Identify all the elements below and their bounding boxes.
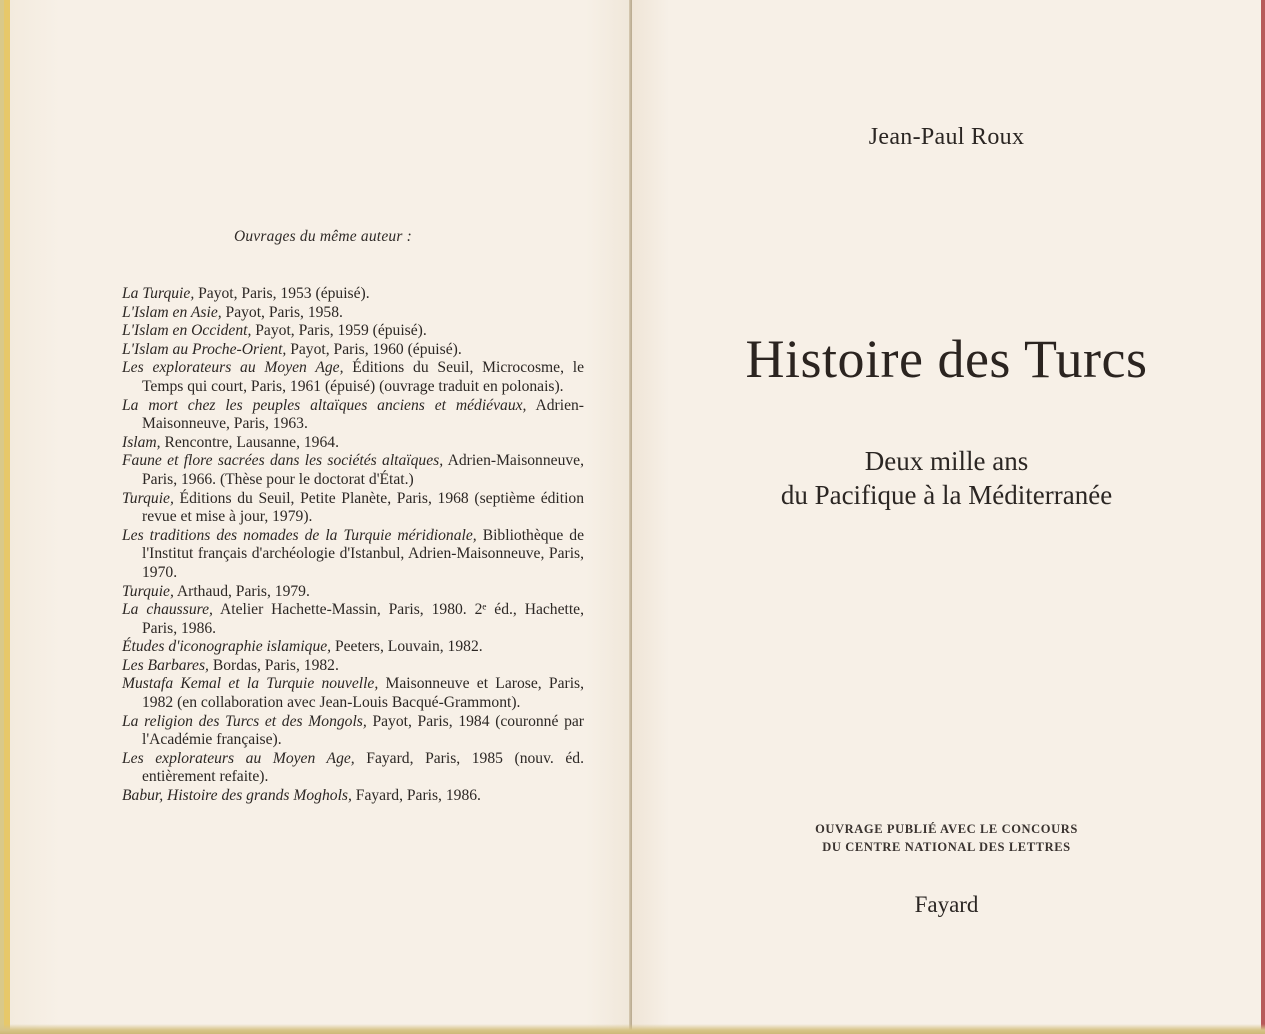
work-title: La Turquie, xyxy=(122,285,195,302)
work-details: Payot, Paris, 1960 (épuisé). xyxy=(286,340,462,358)
notice-line-1: OUVRAGE PUBLIÉ AVEC LE CONCOURS xyxy=(815,822,1078,836)
work-title: La chaussure, xyxy=(122,601,213,619)
works-heading: Ouvrages du même auteur : xyxy=(233,228,413,245)
work-details: Fayard, Paris, 1986. xyxy=(351,787,481,805)
work-title: Faune et flore sacrées dans les sociétés altaïques, xyxy=(122,452,444,470)
work-title: Islam, xyxy=(122,433,161,451)
work-entry xyxy=(122,583,584,602)
work-details: Maisonneuve et Larose, Paris, 1982 (en collaboration avec Jean-Louis Bacqué-Grammont). xyxy=(142,675,584,712)
work-entry xyxy=(122,787,584,806)
work-entry xyxy=(122,675,584,712)
work-entry xyxy=(122,750,584,787)
author-name: Jean-Paul Roux xyxy=(868,124,1025,150)
work-title: L'Islam en Occident, xyxy=(122,322,252,340)
work-details: Atelier Hachette-Massin, Paris, 1980. 2ᵉ éd., Hachette, Paris, 1986. xyxy=(142,601,584,637)
work-title: Les Barbares, xyxy=(122,656,209,674)
subtitle-line-1: Deux mille ans xyxy=(864,446,1029,476)
left-page xyxy=(4,0,636,1034)
work-entry xyxy=(122,285,584,304)
work-title: Études d'iconographie islamique, xyxy=(122,638,332,656)
publication-notice xyxy=(632,820,1261,856)
work-entry xyxy=(122,397,584,434)
work-entry xyxy=(122,452,584,489)
work-entry xyxy=(122,657,584,676)
work-entry xyxy=(122,713,584,750)
work-details: Payot, Paris, 1984 (couronné par l'Académie française). xyxy=(142,712,584,749)
book-bottom-edge xyxy=(0,1024,1265,1034)
work-title: La religion des Turcs et des Mongols, xyxy=(122,712,367,730)
work-title: Mustafa Kemal et la Turquie nouvelle, xyxy=(122,675,379,693)
work-entry xyxy=(122,527,584,583)
work-title: Babur, Histoire des grands Moghols, xyxy=(122,787,352,805)
work-entry xyxy=(122,304,584,323)
work-title: Les traditions des nomades de la Turquie méridionale, xyxy=(122,526,477,544)
work-details: Payot, Paris, 1958. xyxy=(221,303,343,321)
publisher-name: Fayard xyxy=(914,892,979,917)
work-title: L'Islam au Proche-Orient, xyxy=(122,340,287,358)
work-details: Adrien-Maisonneuve, Paris, 1966. (Thèse pour le doctorat d'État.) xyxy=(142,452,584,488)
work-details: Bordas, Paris, 1982. xyxy=(208,656,339,674)
work-details: Éditions du Seuil, Petite Planète, Paris, 1968 (septième édition revue et mise à jour, 1979). xyxy=(142,489,584,526)
work-entry xyxy=(122,434,584,453)
book-title: Histoire des Turcs xyxy=(745,329,1148,389)
work-entry xyxy=(122,490,584,527)
work-entry xyxy=(122,359,584,396)
notice-line-2: DU CENTRE NATIONAL DES LETTRES xyxy=(822,840,1071,854)
work-title: Les explorateurs au Moyen Age, xyxy=(122,359,344,377)
work-details: Rencontre, Lausanne, 1964. xyxy=(160,433,339,451)
subtitle-line-2: du Pacifique à la Méditerranée xyxy=(780,480,1113,510)
work-entry xyxy=(122,322,584,341)
work-entry xyxy=(122,638,584,657)
work-title: Les explorateurs au Moyen Age, xyxy=(122,749,355,767)
work-details: Éditions du Seuil, Microcosme, le Temps qui court, Paris, 1961 (épuisé) (ouvrage traduit en polonais). xyxy=(142,359,584,395)
works-list xyxy=(122,285,584,806)
work-title: Turquie, xyxy=(122,582,174,600)
work-details: Payot, Paris, 1959 (épuisé). xyxy=(251,322,427,340)
work-entry xyxy=(122,601,584,638)
work-title: Turquie, xyxy=(122,489,174,507)
work-title: La mort chez les peuples altaïques anciens et médiévaux, xyxy=(122,396,527,414)
work-details: Arthaud, Paris, 1979. xyxy=(173,582,310,600)
work-title: L'Islam en Asie, xyxy=(122,303,222,321)
work-details: Payot, Paris, 1953 (épuisé). xyxy=(194,285,370,302)
work-details: Peeters, Louvain, 1982. xyxy=(331,638,483,656)
book-subtitle xyxy=(632,444,1261,512)
work-details: Bibliothèque de l'Institut français d'archéologie d'Istanbul, Adrien-Maisonneuve, Paris, 1970. xyxy=(142,526,584,581)
work-details: Fayard, Paris, 1985 (nouv. éd. entièrement refaite). xyxy=(142,749,584,786)
work-entry xyxy=(122,341,584,360)
work-details: Adrien-Maisonneuve, Paris, 1963. xyxy=(142,396,584,433)
right-page xyxy=(632,0,1265,1034)
